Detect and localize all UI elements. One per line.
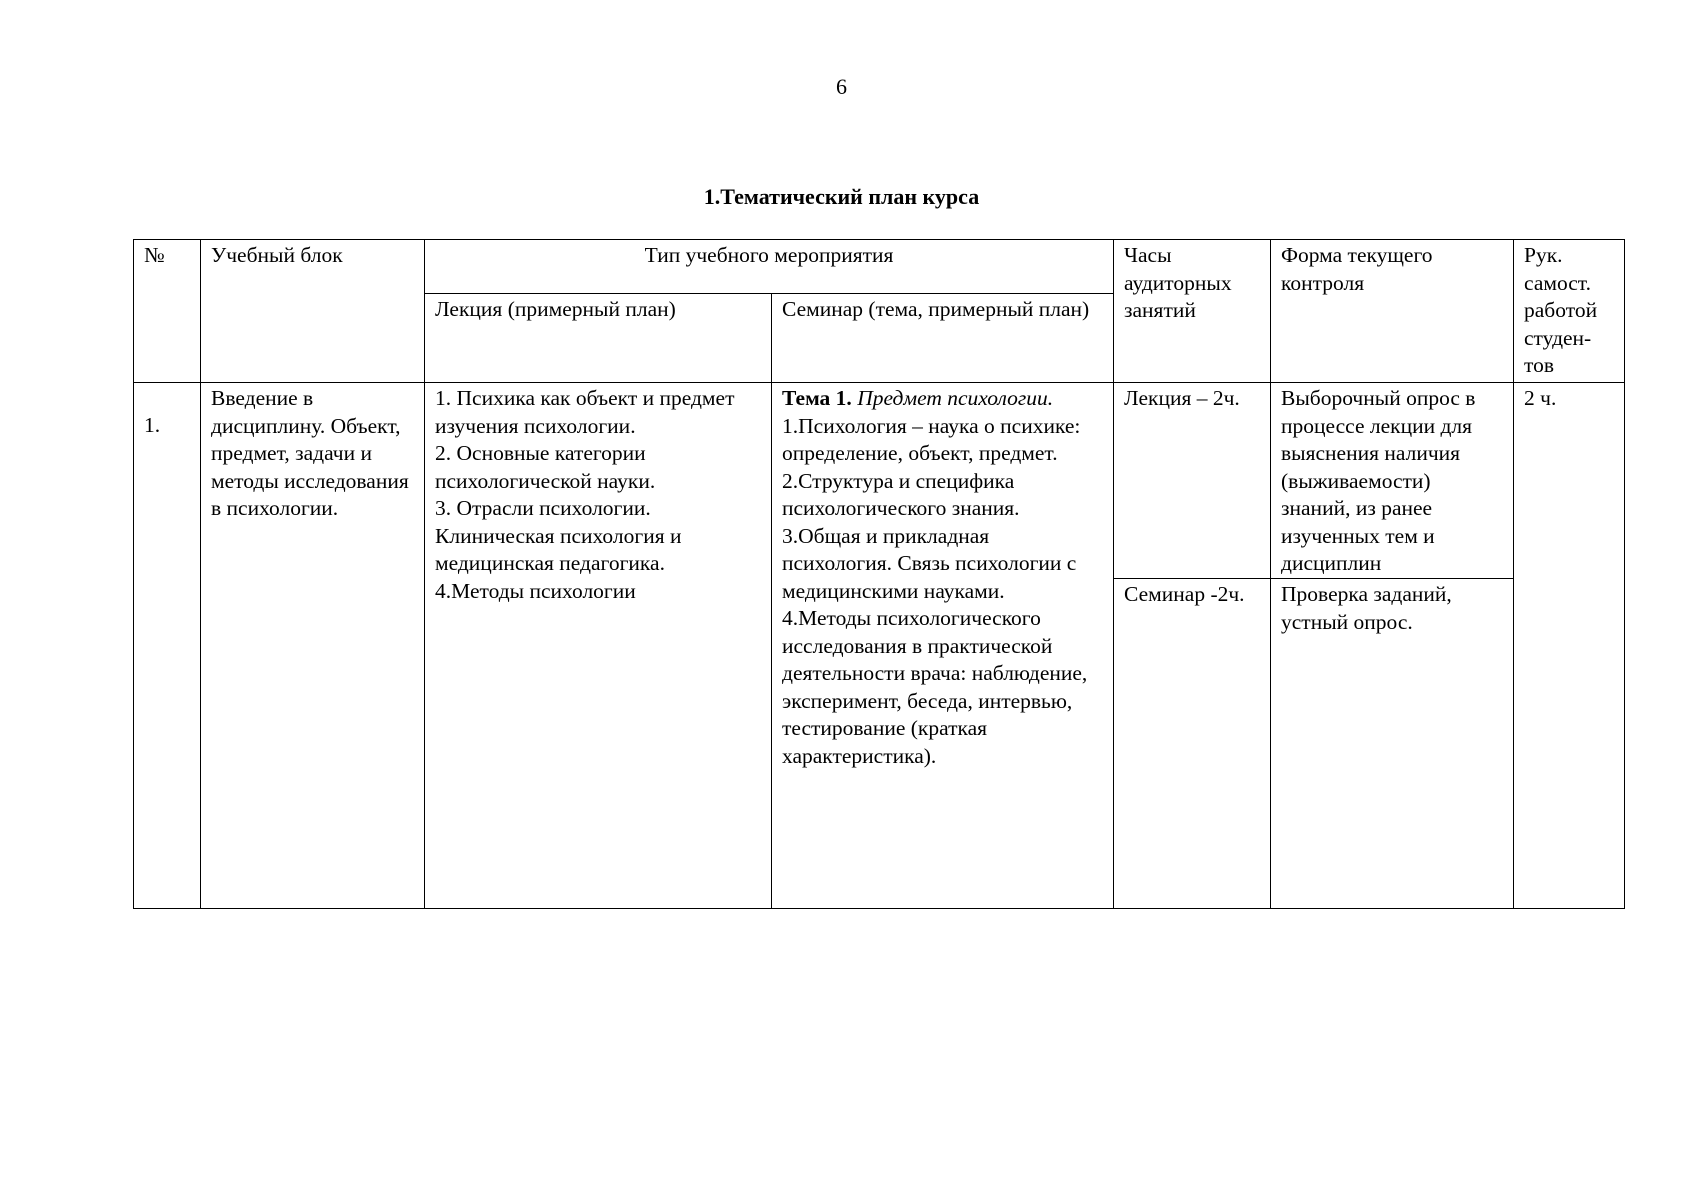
header-hours: Часы аудиторных занятий: [1124, 243, 1232, 322]
seminar-topic: [782, 385, 1103, 413]
header-seminar-cell: [772, 294, 1114, 383]
header-supervision: Рук. самост. работой студен-тов: [1524, 243, 1598, 377]
row-number: 1.: [144, 413, 161, 437]
table-header-row: [134, 240, 1625, 294]
row-supervision: 2 ч.: [1524, 386, 1557, 410]
header-number-cell: [134, 240, 201, 383]
header-block-cell: [201, 240, 425, 383]
header-number: №: [144, 243, 165, 267]
row-block: Введение в дисциплину. Объект, предмет, задачи и методы исследования в психологии.: [211, 386, 409, 520]
header-control: Форма текущего контроля: [1281, 243, 1433, 295]
lecture-hours: Лекция – 2ч.: [1124, 386, 1240, 410]
seminar-plan: 1.Психология – наука о психике: определение, объект, предмет. 2.Структура и специфика психологического знания. 3.Общая и прикладная психология. Связь психологии с медицинскими науками. 4.Методы психологического исследования в практической деятельности врача: наблюдение, эксперимент, беседа, интервью, тестирование (краткая характеристика).: [782, 413, 1088, 768]
lecture-control-cell: [1271, 383, 1514, 579]
header-hours-cell: [1114, 240, 1271, 383]
header-block: Учебный блок: [211, 243, 343, 267]
row-seminar-cell: [772, 383, 1114, 909]
table-row: [134, 383, 1625, 579]
seminar-topic-label: Тема 1.: [782, 386, 852, 410]
lecture-control: Выборочный опрос в процессе лекции для выяснения наличия (выживаемости) знаний, из ранее изученных тем и дисциплин: [1281, 386, 1476, 575]
header-seminar: Семинар (тема, примерный план): [782, 297, 1090, 321]
seminar-hours-cell: [1114, 579, 1271, 909]
seminar-control-cell: [1271, 579, 1514, 909]
row-lecture-cell: [425, 383, 772, 909]
row-supervision-cell: [1514, 383, 1625, 909]
seminar-hours: Семинар -2ч.: [1124, 582, 1245, 606]
seminar-topic-name: Предмет психологии.: [857, 386, 1054, 410]
section-title: 1.Тематический план курса: [703, 184, 980, 209]
thematic-plan-table: [133, 239, 1625, 909]
header-event-type: Тип учебного мероприятия: [644, 243, 894, 267]
header-lecture-cell: [425, 294, 772, 383]
header-control-cell: [1271, 240, 1514, 383]
header-event-type-cell: [425, 240, 1114, 294]
row-lecture-plan: 1. Психика как объект и предмет изучения психологии. 2. Основные категории психологической науки. 3. Отрасли психологии. Клиническая психология и медицинская педагогика. 4.Методы психологии: [435, 386, 735, 603]
page-number: 6: [836, 74, 847, 99]
row-block-cell: [201, 383, 425, 909]
header-supervision-cell: [1514, 240, 1625, 383]
seminar-control: Проверка заданий, устный опрос.: [1281, 582, 1452, 634]
header-lecture: Лекция (примерный план): [435, 297, 676, 321]
lecture-hours-cell: [1114, 383, 1271, 579]
row-number-cell: [134, 383, 201, 909]
